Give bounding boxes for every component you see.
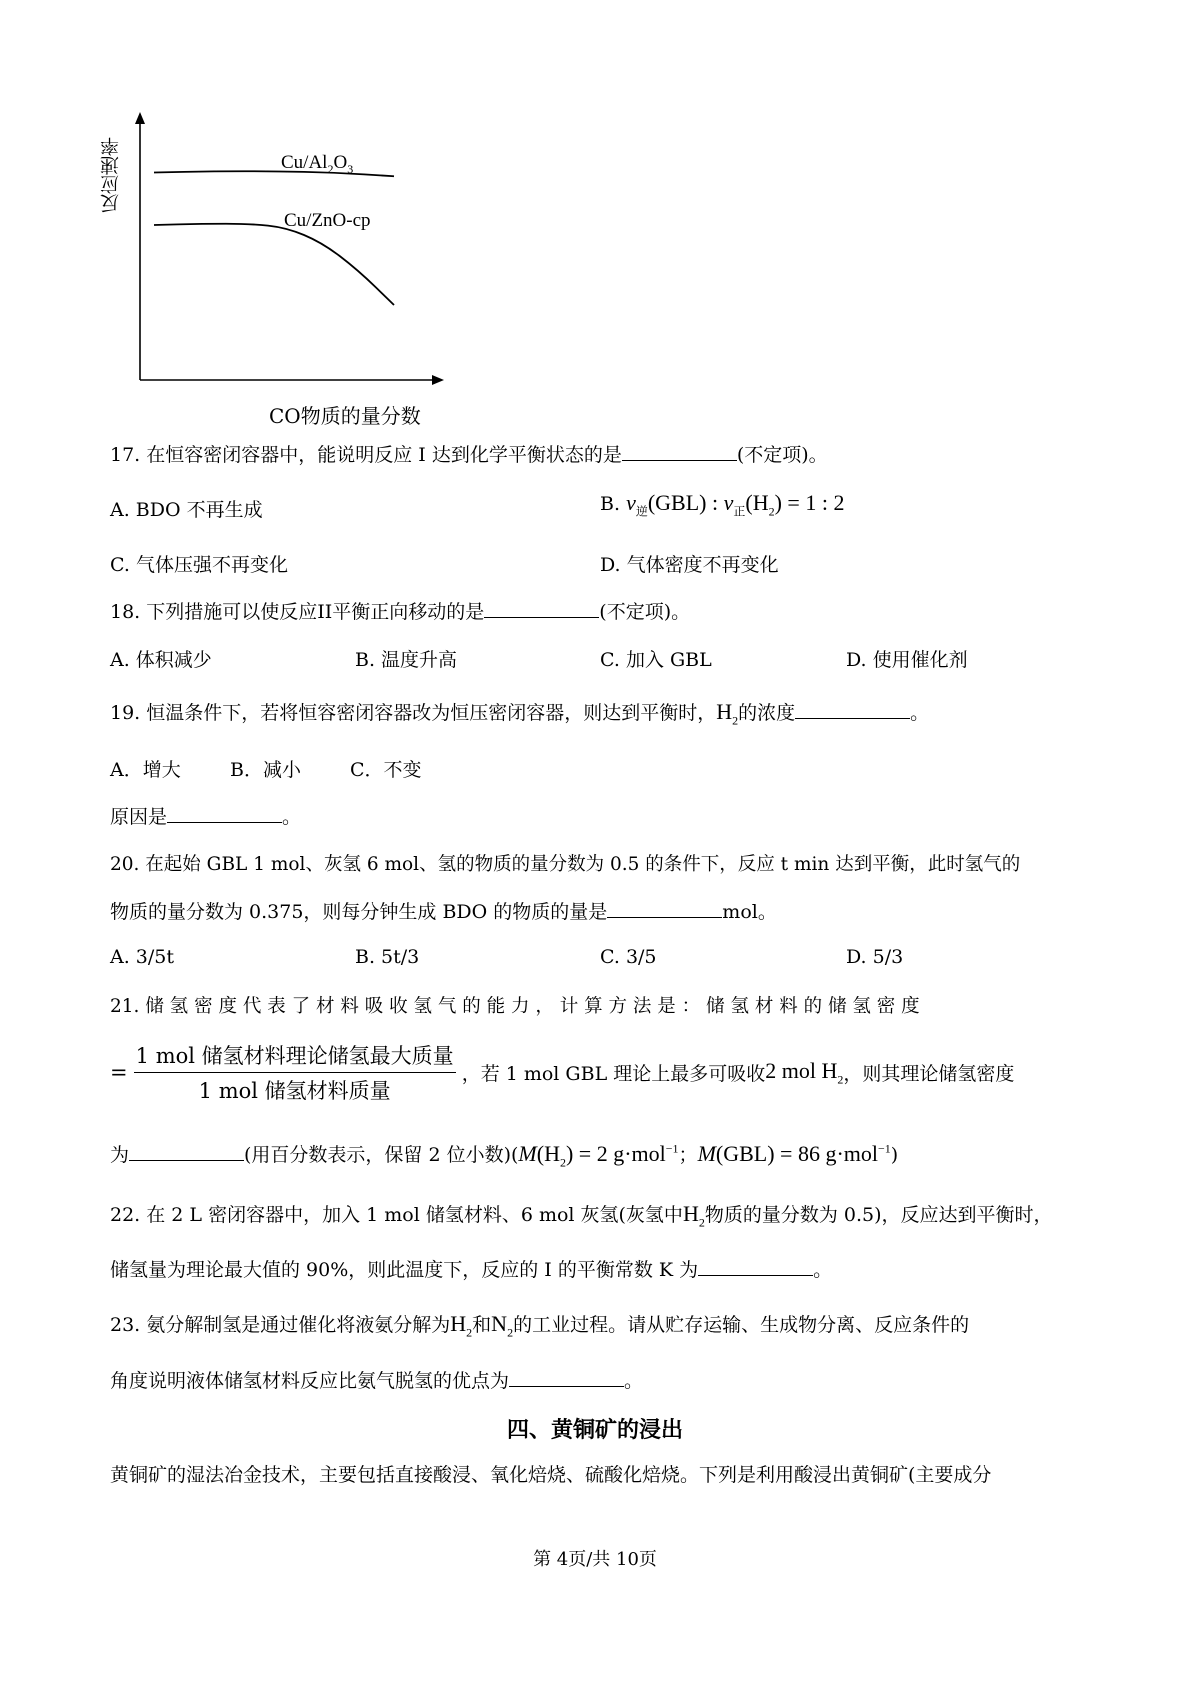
q17-stem: 17. 在恒容密闭容器中，能说明反应 I 达到化学平衡状态的是 (不定项)。 xyxy=(110,444,828,466)
q20-option-b: B. 5t/3 xyxy=(355,946,420,968)
q21-formula-line: = $\frac{\text{1 mol 储氢材料理论储氢最大质量}}{\text{1 mol 储氢材料质量}}$ ，若 1 mol GBL 理论上最多可吸收2 mol $H_2$，则其理论储氢密度 xyxy=(110,1040,1014,1105)
q17-option-b: B. $v_逆(GBL)$ : $v_正(H_2) = 1$ : 2 xyxy=(600,490,845,519)
q19-reason: 原因是 。 xyxy=(110,806,302,828)
q20-option-d: D. 5/3 xyxy=(846,946,904,968)
chart-xlabel: CO物质的量分数 xyxy=(269,404,421,428)
q21-answer-blank[interactable] xyxy=(129,1142,244,1161)
q22-answer-blank[interactable] xyxy=(698,1257,813,1276)
q19-option-a: A．增大 xyxy=(110,759,181,781)
page-footer: 第 4页/共 10页 xyxy=(533,1549,657,1570)
series-line-0 xyxy=(154,171,394,176)
q18-option-c: C. 加入 GBL xyxy=(600,649,712,671)
q22-stem-line1: 22. 在 2 L 密闭容器中，加入 1 mol 储氢材料、6 mol 灰氢(灰氢中$H_2$物质的量分数为 0.5)，反应达到平衡时， xyxy=(110,1201,1053,1230)
q20-option-a: A. 3/5t xyxy=(110,946,175,968)
q21-answer-line: 为 (用百分数表示，保留 2 位小数)($M(H_2) = 2$ g·mol$^{-1}$；M(GBL) = 86 g·mol$^{-1}$) xyxy=(110,1141,899,1170)
q18-option-b: B. 温度升高 xyxy=(355,649,458,671)
q20-stem-line1: 20. 在起始 GBL 1 mol、灰氢 6 mol、氢的物质的量分数为 0.5 的条件下，反应 t min 达到平衡，此时氢气的 xyxy=(110,854,1021,875)
q17-option-a: A. BDO 不再生成 xyxy=(110,499,263,521)
q20-stem-line2: 物质的量分数为 0.375，则每分钟生成 BDO 的物质的量是 mol。 xyxy=(110,901,777,923)
q18-option-d: D. 使用催化剂 xyxy=(846,649,968,671)
rate-vs-co-chart xyxy=(96,110,456,435)
section-intro: 黄铜矿的湿法冶金技术，主要包括直接酸浸、氧化焙烧、硫酸化焙烧。下列是利用酸浸出黄铜矿(主要成分 xyxy=(110,1464,992,1486)
q17-answer-blank[interactable] xyxy=(622,442,737,461)
chart-ylabel: 反应速率 xyxy=(100,137,122,213)
storage-density-fraction: $\frac{\text{1 mol 储氢材料理论储氢最大质量}}{\text{1 mol 储氢材料质量}}$ xyxy=(134,1040,456,1105)
q19-option-b: B．减小 xyxy=(230,759,301,781)
series-label-cu-al2o3: $Cu/Al_2O_3$ xyxy=(281,152,354,176)
q23-stem-line1: 23. 氨分解制氢是通过催化将液氨分解为$H_2$和$N_2$的工业过程。请从贮存运输、生成物分离、反应条件的 xyxy=(110,1311,970,1340)
q19-answer-blank[interactable] xyxy=(795,700,910,719)
y-axis xyxy=(135,112,145,380)
section-title: 四、黄铜矿的浸出 xyxy=(506,1417,683,1443)
x-axis xyxy=(140,375,444,385)
q18-answer-blank[interactable] xyxy=(484,599,599,618)
q21-stem-line1: 21. 储 氢 密 度 代 表 了 材 料 吸 收 氢 气 的 能 力 ， 计 算 方 法 是 ： 储 氢 材 料 的 储 氢 密 度 xyxy=(110,996,920,1017)
q17-option-d: D. 气体密度不再变化 xyxy=(600,554,779,576)
series-label-cu-zno-cp: Cu/ZnO-cp xyxy=(284,210,371,231)
q19-reason-blank[interactable] xyxy=(167,804,282,823)
q20-answer-blank[interactable] xyxy=(607,899,722,918)
q19-stem: 19. 恒温条件下，若将恒容密闭容器改为恒压密闭容器，则达到平衡时，$H_2$的浓度 。 xyxy=(110,699,930,728)
series-line-1 xyxy=(154,224,394,305)
q23-stem-line2: 角度说明液体储氢材料反应比氨气脱氢的优点为 。 xyxy=(110,1370,644,1392)
q17-option-c: C. 气体压强不再变化 xyxy=(110,554,288,576)
q23-answer-blank[interactable] xyxy=(509,1368,624,1387)
q22-stem-line2: 储氢量为理论最大值的 90%，则此温度下，反应的 I 的平衡常数 K 为 。 xyxy=(110,1259,833,1281)
q20-option-c: C. 3/5 xyxy=(600,946,657,968)
q18-option-a: A. 体积减少 xyxy=(110,649,212,671)
q18-stem: 18. 下列措施可以使反应II平衡正向移动的是 (不定项)。 xyxy=(110,601,691,623)
q19-option-c: C．不变 xyxy=(350,759,422,781)
